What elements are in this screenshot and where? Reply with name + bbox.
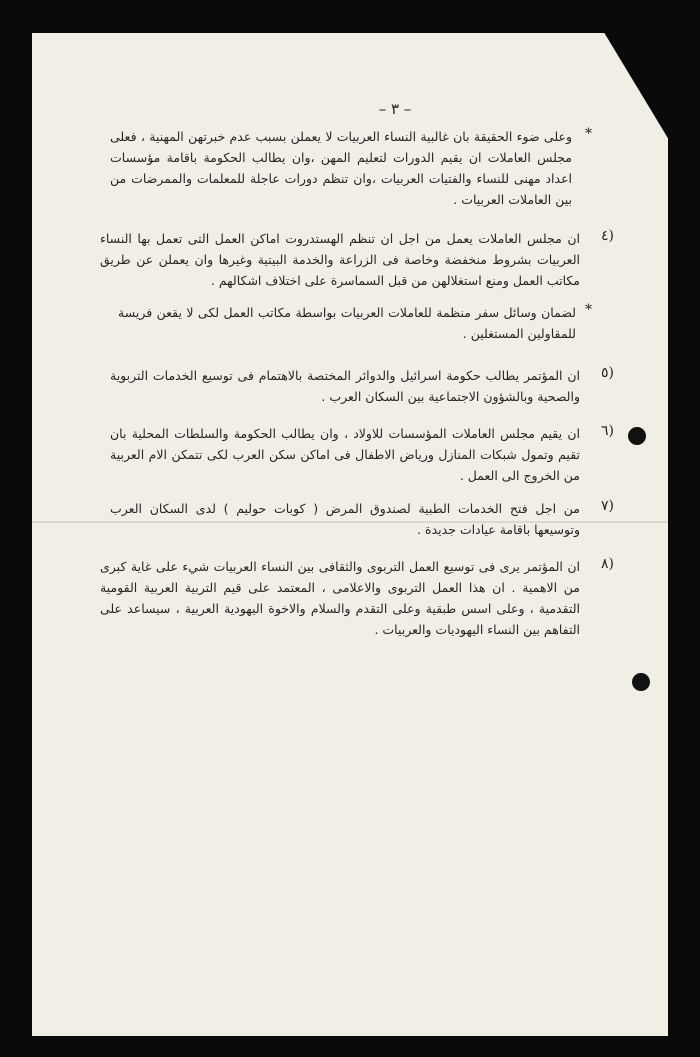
punch-hole-upper xyxy=(628,427,646,445)
paragraph-text: ان مجلس العاملات يعمل من اجل ان تنظم الهستدروت اماكن العمل التى تعمل بها النساء العربيات بشروط منخفضة وخاصة فى الزراعة والخدمة البيتية وغيرها وان يعملن عن طريق مكاتب العمل ومنع استغلالهن من قبل السماسرة على اختلاف اشكالهم . xyxy=(100,231,580,288)
paragraph-marker: ٥) xyxy=(601,365,614,381)
paragraph-bullet-2 xyxy=(118,302,592,346)
paragraph-text: ان المؤتمر يطالب حكومة اسرائيل والدوائر المختصة بالاهتمام فى توسيع الخدمات التربوية والصحية وبالشؤون الاجتماعية بين السكان العرب . xyxy=(110,368,580,404)
paragraph-bullet-1 xyxy=(110,126,592,216)
paragraph-text: من اجل فتح الخدمات الطبية لصندوق المرض ( كوبات حوليم ) لدى السكان العرب وتوسيعها باقامة عيادات جديدة . xyxy=(110,501,580,537)
paragraph-marker: ٦) xyxy=(601,423,614,439)
paragraph-6 xyxy=(110,423,614,487)
paragraph-text: وعلى ضوء الحقيقة بان غالبية النساء العربيات لا يعملن بسبب عدم خبرتهن المهنية ، فعلى مجلس العاملات ان يقيم الدورات لتعليم المهن ،وان يطالب الحكومة باقامة مؤسسات اعداد مهنى للنساء والفتيات العربيات ،وان تنظم دورات عاجلة للمعلمات والممرضات من بين العاملات العربيات . xyxy=(110,129,572,207)
paragraph-marker: ٨) xyxy=(601,556,614,572)
paragraph-text: لضمان وسائل سفر منظمة للعاملات العربيات بواسطة مكاتب العمل لكى لا يقعن فريسة للمقاولين المستغلين . xyxy=(118,305,576,341)
page-number: – ٣ – xyxy=(378,100,412,118)
paragraph-marker: * xyxy=(585,302,592,318)
paragraph-8 xyxy=(100,556,614,642)
paragraph-text: ان المؤتمر يرى فى توسيع العمل التربوى والثقافى بين النساء العربيات شيء على غاية كبرى من الاهمية . ان هذا العمل التربوى والاعلامى ، المعتمد على قيم التربية العربية القومية التقدمية ، وعلى اسس طبقية وعلى التقدم والسلام والاخوة اليهودية العربية ، سيساعد على التفاهم بين النساء اليهوديات والعربيات . xyxy=(100,559,580,637)
paragraph-5 xyxy=(110,365,614,409)
paragraph-7 xyxy=(110,498,614,542)
paragraph-marker: ٧) xyxy=(601,498,614,514)
paragraph-4 xyxy=(100,228,614,292)
paragraph-marker: ٤) xyxy=(601,228,614,244)
punch-hole-lower xyxy=(632,673,650,691)
paragraph-marker: * xyxy=(585,126,592,142)
paragraph-text: ان يقيم مجلس العاملات المؤسسات للاولاد ، وان يطالب الحكومة والسلطات المحلية بان تقيم وتمول شبكات المنازل ورياض الاطفال فى اماكن سكن العرب لكى تتمكن الام العربية من الخروج الى العمل . xyxy=(110,426,580,483)
